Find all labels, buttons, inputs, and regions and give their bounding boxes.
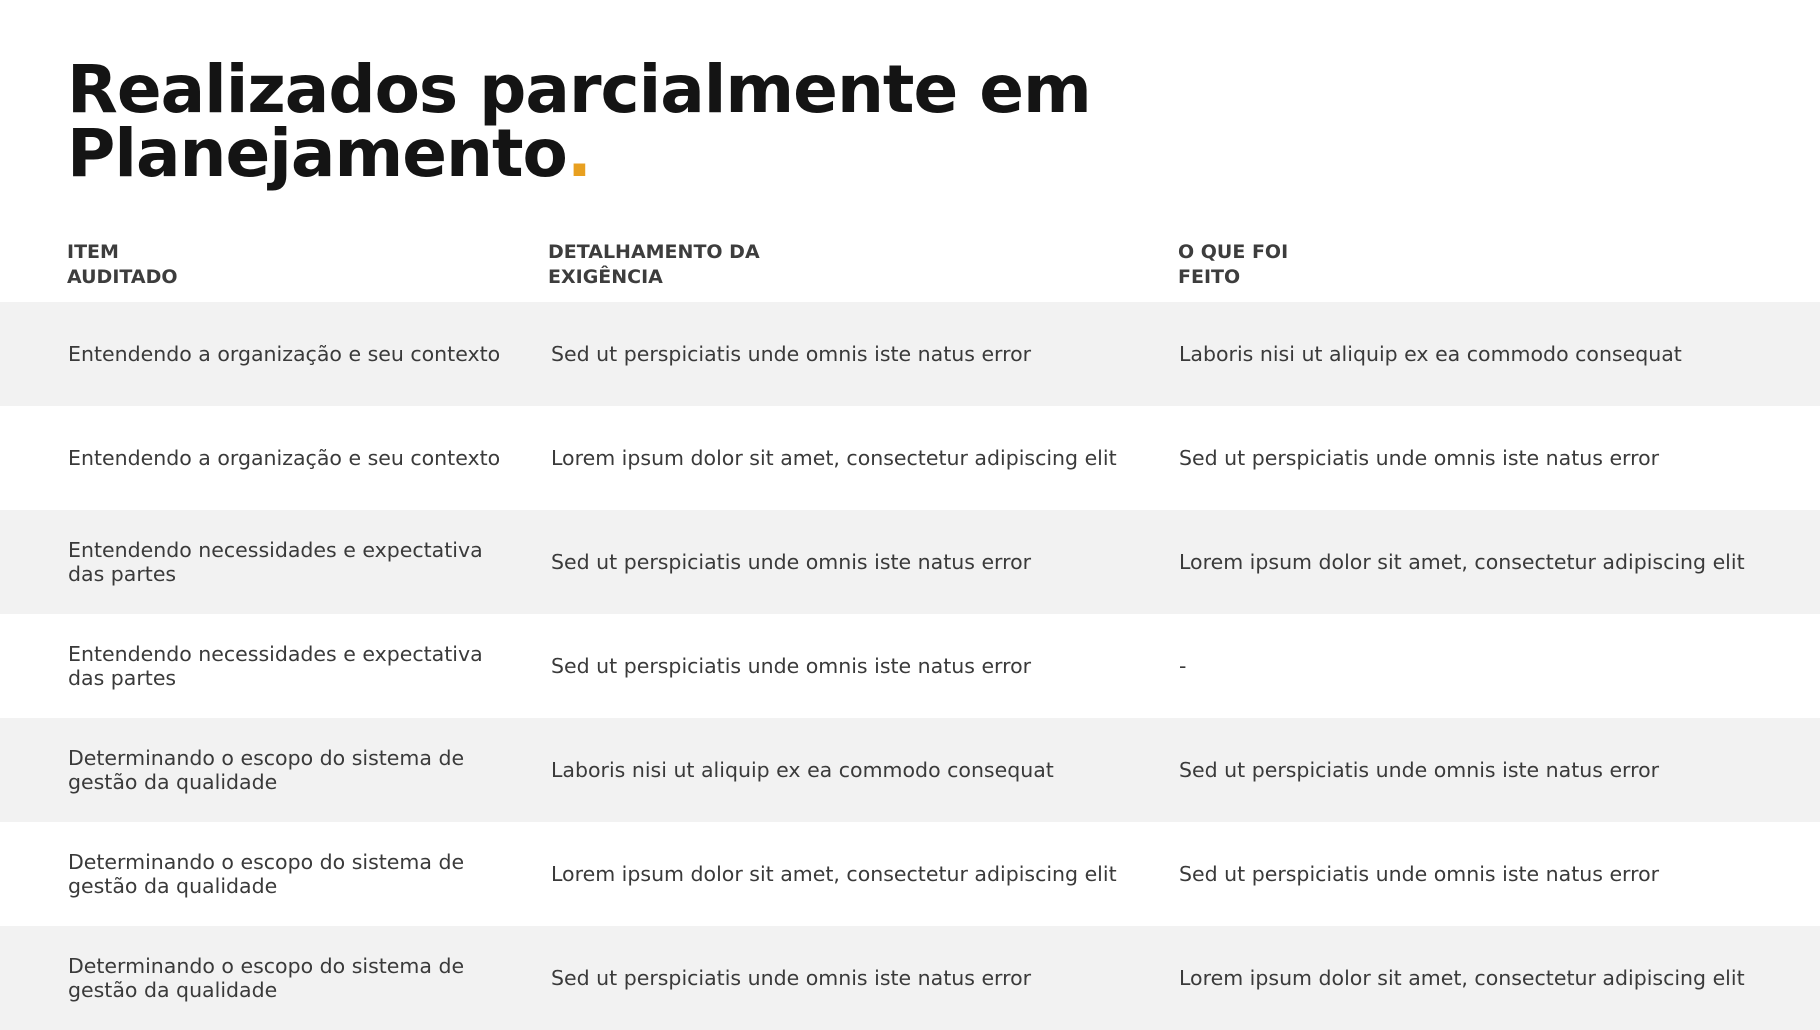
table-row <box>0 718 1820 822</box>
title-line-1: Realizados parcialmente em <box>67 51 1091 128</box>
column-header-item-line-2: AUDITADO <box>67 266 178 288</box>
title-accent-dot: . <box>566 115 591 192</box>
cell-detail: Sed ut perspiciatis unde omnis iste natus error <box>551 654 1032 678</box>
page-title <box>67 51 1091 192</box>
table-row <box>0 926 1820 1030</box>
column-header-item-line-1: ITEM <box>67 241 119 263</box>
table-row <box>0 406 1820 510</box>
cell-detail: Sed ut perspiciatis unde omnis iste natus error <box>551 550 1032 574</box>
column-header-done-line-2: FEITO <box>1178 266 1241 288</box>
cell-done: - <box>1179 654 1187 678</box>
column-header-done-line-1: O QUE FOI <box>1178 241 1289 263</box>
cell-detail: Laboris nisi ut aliquip ex ea commodo consequat <box>551 758 1054 782</box>
cell-done: Sed ut perspiciatis unde omnis iste natus error <box>1179 758 1660 782</box>
table-body <box>0 302 1820 1030</box>
cell-detail: Sed ut perspiciatis unde omnis iste natus error <box>551 966 1032 990</box>
table-row <box>0 822 1820 926</box>
column-header-item <box>67 240 327 290</box>
cell-detail: Lorem ipsum dolor sit amet, consectetur adipiscing elit <box>551 862 1117 886</box>
column-header-done <box>1178 240 1378 290</box>
column-header-detail <box>548 240 848 290</box>
title-line-2: Planejamento <box>67 115 567 192</box>
table-row <box>0 614 1820 718</box>
table-row <box>0 510 1820 614</box>
column-header-detail-line-2: EXIGÊNCIA <box>548 266 663 288</box>
cell-item: Entendendo necessidades e expectativa das partes <box>68 538 483 586</box>
cell-item: Determinando o escopo do sistema de gestão da qualidade <box>68 954 465 1002</box>
cell-detail: Lorem ipsum dolor sit amet, consectetur adipiscing elit <box>551 446 1117 470</box>
cell-item: Determinando o escopo do sistema de gestão da qualidade <box>68 850 465 898</box>
cell-done: Laboris nisi ut aliquip ex ea commodo consequat <box>1179 342 1682 366</box>
cell-done: Lorem ipsum dolor sit amet, consectetur adipiscing elit <box>1179 550 1745 574</box>
cell-item: Entendendo a organização e seu contexto <box>68 446 501 470</box>
cell-done: Sed ut perspiciatis unde omnis iste natus error <box>1179 862 1660 886</box>
cell-done: Lorem ipsum dolor sit amet, consectetur adipiscing elit <box>1179 966 1745 990</box>
cell-item: Entendendo a organização e seu contexto <box>68 342 501 366</box>
cell-detail: Sed ut perspiciatis unde omnis iste natus error <box>551 342 1032 366</box>
cell-item: Entendendo necessidades e expectativa das partes <box>68 642 483 690</box>
table-header <box>0 240 1820 302</box>
cell-done: Sed ut perspiciatis unde omnis iste natus error <box>1179 446 1660 470</box>
table-row <box>0 302 1820 406</box>
column-header-detail-line-1: DETALHAMENTO DA <box>548 241 760 263</box>
cell-item: Determinando o escopo do sistema de gestão da qualidade <box>68 746 465 794</box>
